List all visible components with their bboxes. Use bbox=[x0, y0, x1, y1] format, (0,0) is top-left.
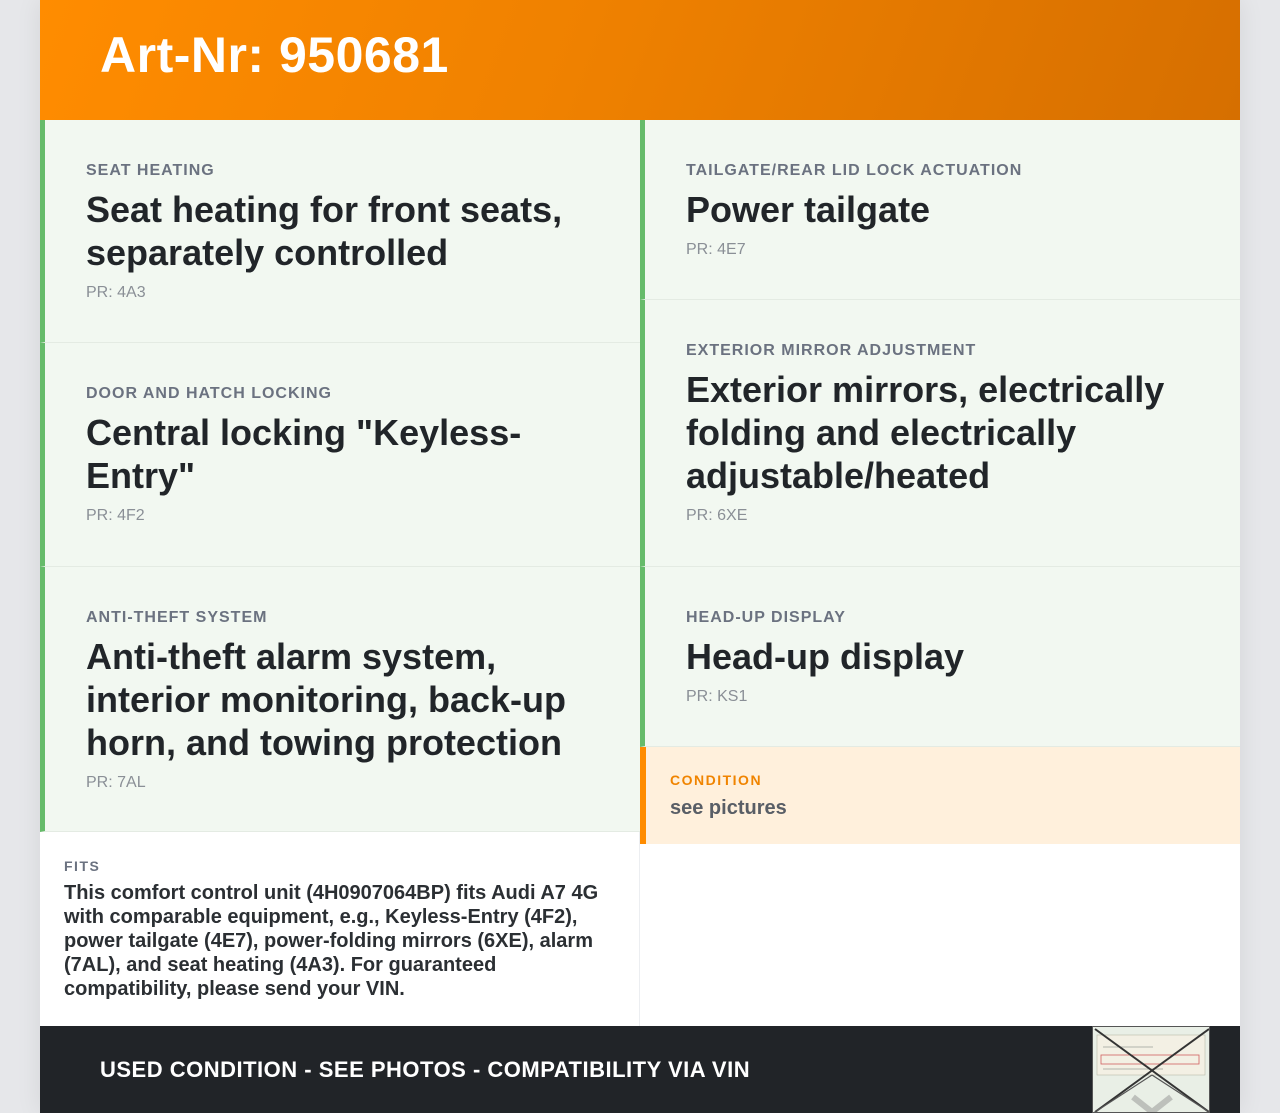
feature-pr-code: PR: 4F2 bbox=[86, 507, 145, 524]
condition-label: CONDITION bbox=[670, 772, 763, 788]
feature-pr-code: PR: 4E7 bbox=[686, 241, 746, 258]
footer-bar bbox=[40, 1026, 1240, 1113]
feature-card-exterior-mirror bbox=[640, 300, 1240, 567]
feature-pr-code: PR: KS1 bbox=[686, 688, 748, 705]
feature-card-anti-theft bbox=[40, 567, 640, 832]
feature-card-tailgate bbox=[640, 120, 1240, 300]
feature-pr-code: PR: 4A3 bbox=[86, 284, 146, 301]
fits-description: This comfort control unit (4H0907064BP) fits Audi A7 4G with comparable equipment, e.g., Keyless-Entry (4F2), power tailgate (4E7), power-folding mirrors (6XE), alarm (7AL), and seat heating (4A3). For guaranteed compatibility, please send your VIN. bbox=[64, 882, 599, 1000]
feature-label: HEAD-UP DISPLAY bbox=[686, 609, 846, 626]
feature-label: SEAT HEATING bbox=[86, 162, 215, 179]
feature-value: Head-up display bbox=[686, 636, 965, 677]
article-number-title: Art-Nr: 950681 bbox=[100, 27, 449, 83]
header-banner bbox=[40, 0, 1240, 120]
condition-value: see pictures bbox=[670, 797, 787, 819]
envelope-icon bbox=[1093, 1027, 1210, 1113]
feature-pr-code: PR: 7AL bbox=[86, 774, 146, 791]
envelope-thumbnail-image bbox=[1092, 1026, 1210, 1113]
feature-pr-code: PR: 6XE bbox=[686, 507, 748, 524]
feature-value: Exterior mirrors, electrically folding and electrically adjustable/heated bbox=[686, 369, 1165, 496]
feature-label: ANTI-THEFT SYSTEM bbox=[86, 609, 268, 626]
feature-card-door-locking bbox=[40, 343, 640, 567]
feature-value: Seat heating for front seats, separately controlled bbox=[86, 189, 563, 273]
feature-value: Anti-theft alarm system, interior monitoring, back-up horn, and towing protection bbox=[86, 636, 567, 763]
feature-label: DOOR AND HATCH LOCKING bbox=[86, 385, 332, 402]
feature-value: Central locking "Keyless-Entry" bbox=[86, 412, 522, 496]
footer-notice: USED CONDITION - SEE PHOTOS - COMPATIBILITY VIA VIN bbox=[100, 1057, 751, 1082]
condition-box bbox=[640, 747, 1240, 844]
feature-card-seat-heating bbox=[40, 120, 640, 343]
feature-value: Power tailgate bbox=[686, 189, 931, 230]
feature-label: TAILGATE/REAR LID LOCK ACTUATION bbox=[686, 162, 1023, 179]
fits-label: FITS bbox=[64, 858, 101, 874]
fits-section bbox=[40, 832, 640, 1026]
feature-label: EXTERIOR MIRROR ADJUSTMENT bbox=[686, 342, 977, 359]
product-sheet bbox=[40, 0, 1240, 1113]
feature-card-head-up-display bbox=[640, 567, 1240, 747]
